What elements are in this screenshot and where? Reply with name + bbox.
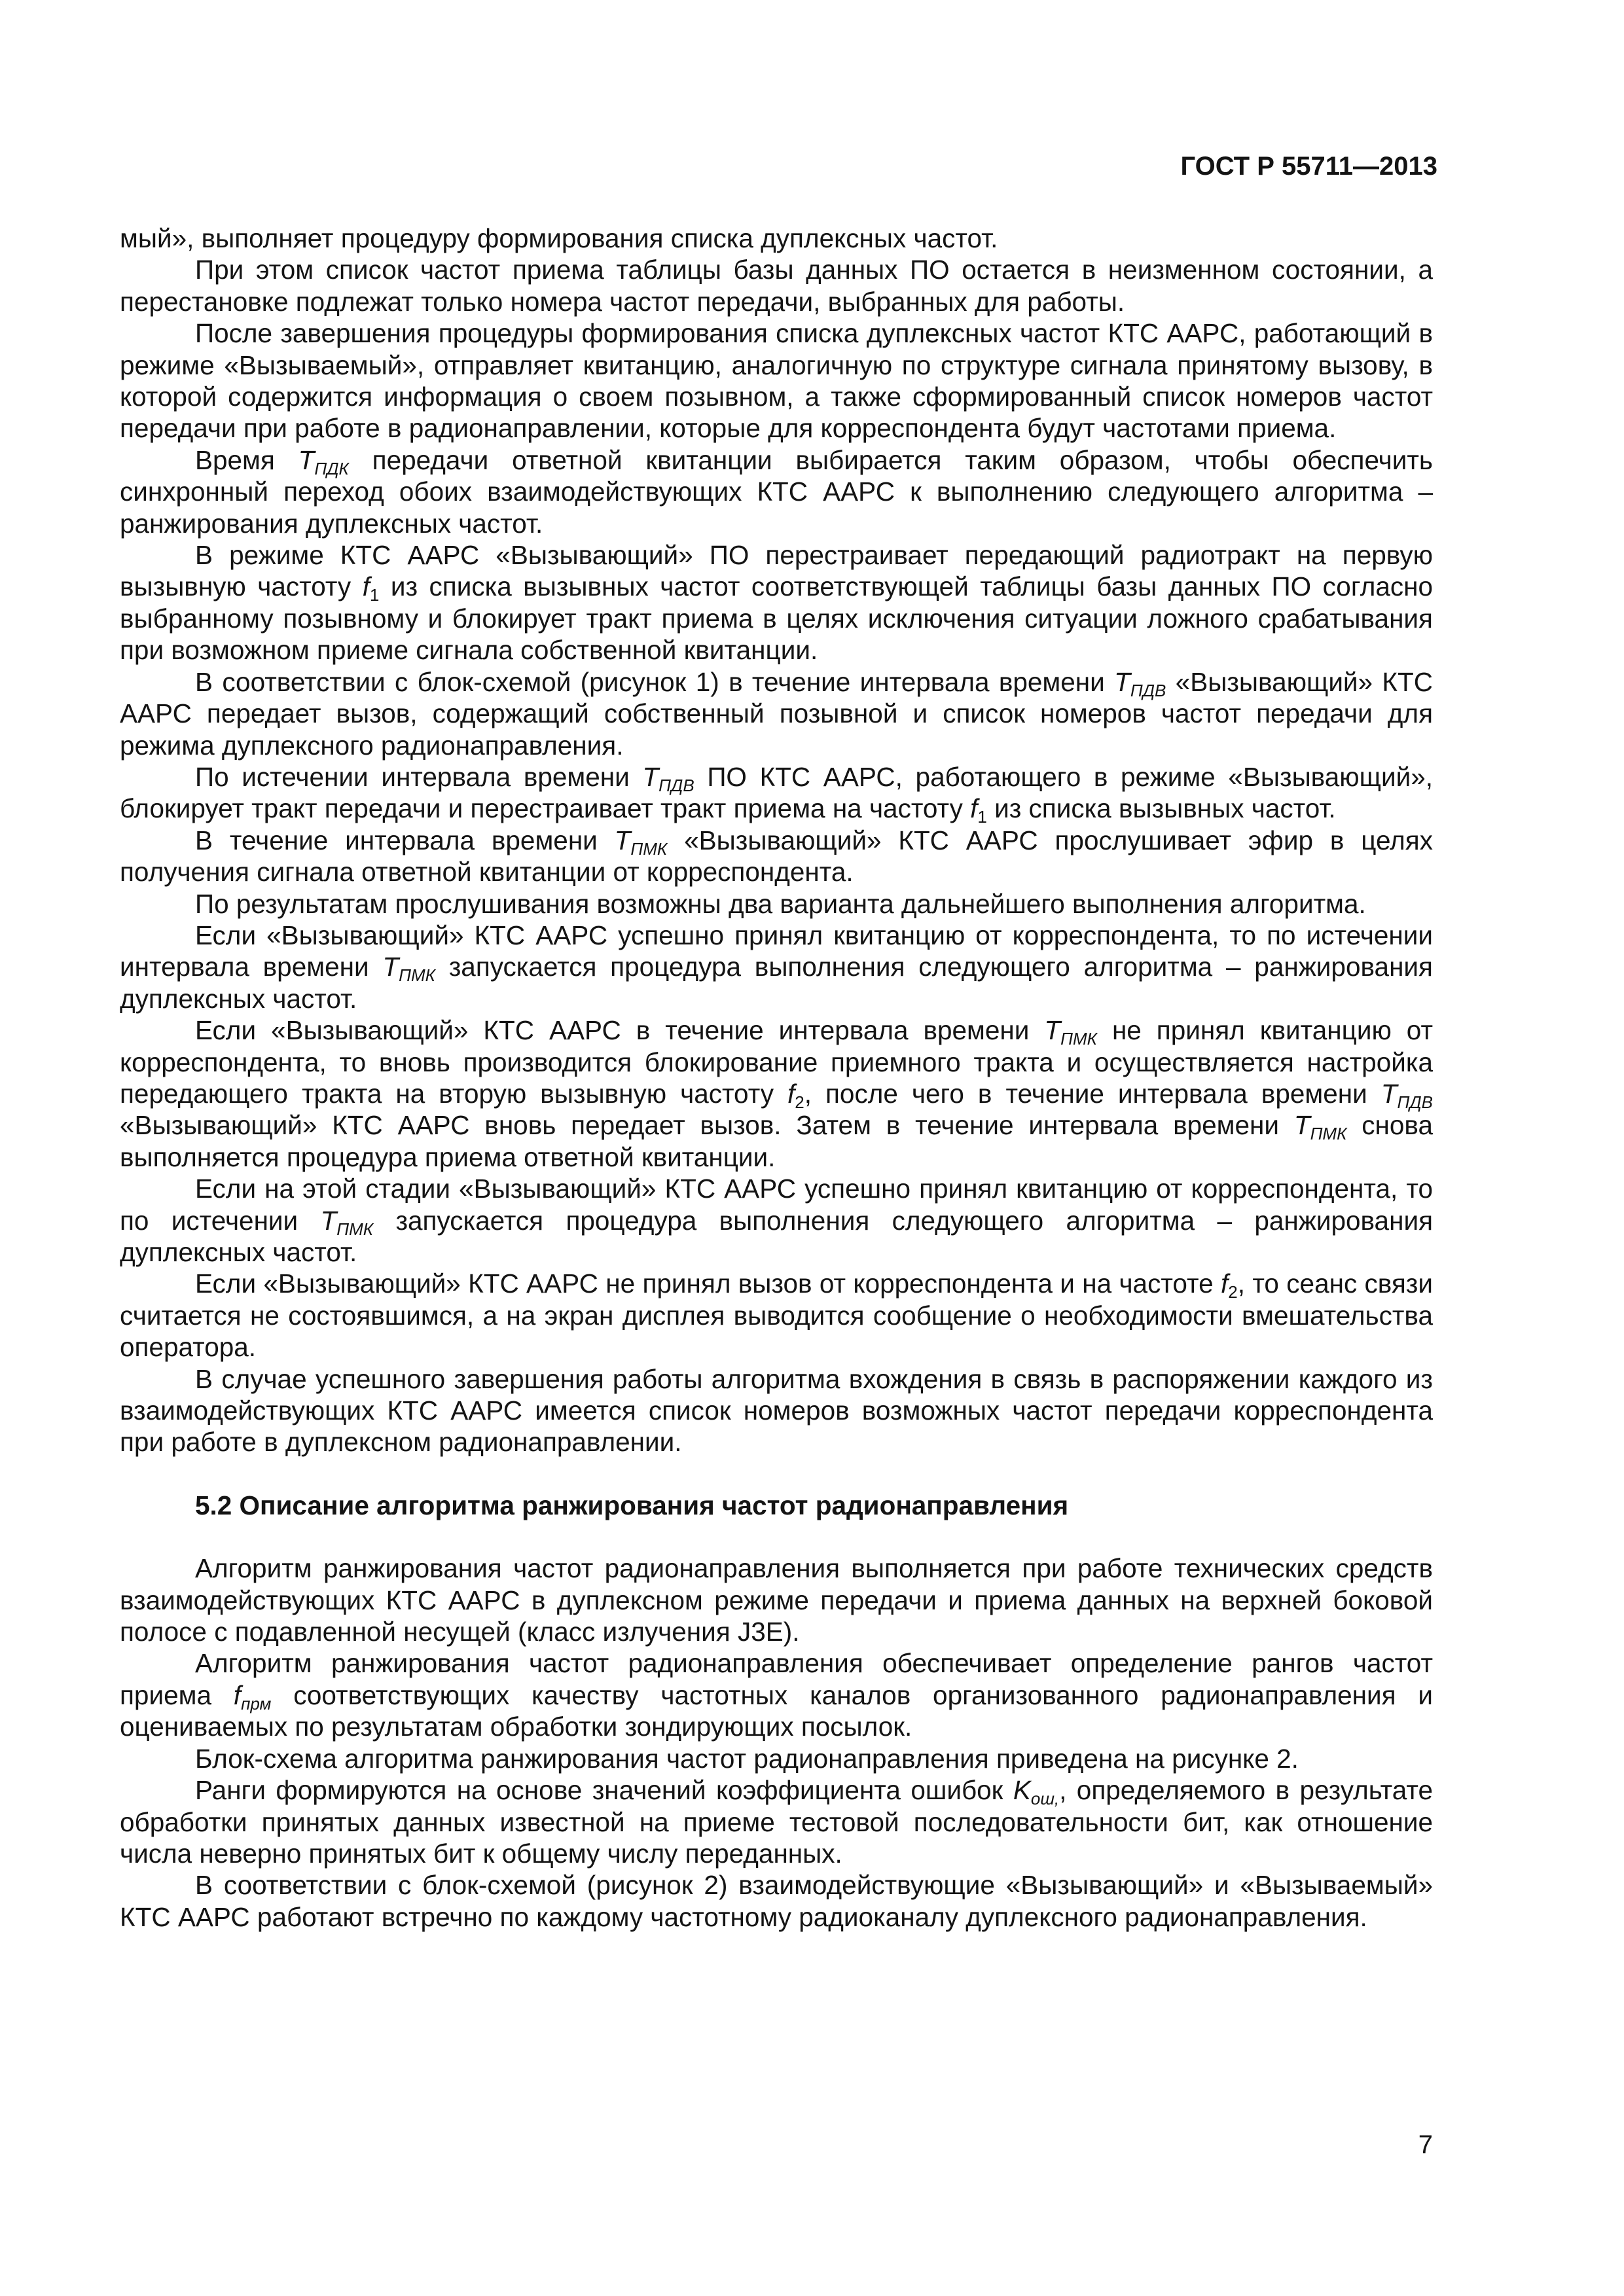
paragraph: По истечении интервала времени $T_{ПДВ}$ ПО КТС ААРС, работающего в режиме «Вызывающий», блокирует тракт передачи и перестраивает тракт приема на частоту $f_1$ из списка вызывных частот.: [120, 761, 1433, 827]
paragraph: Блок-схема алгоритма ранжирования частот радионаправления приведена на рисунке 2.: [195, 1743, 1299, 1774]
paragraph: Алгоритм ранжирования частот радионаправления выполняется при работе технических средств взаимодействующих КТС ААРС в дуплексном режиме передачи и приема данных на верхней боковой полосе с подавленной несущей (класс излучения J3E).: [120, 1553, 1433, 1647]
paragraph: Время $T_{ПДК}$ передачи ответной квитанции выбирается таким образом, чтобы обеспечить синхронный переход обоих взаимодействующих КТС ААРС к выполнению следующего алгоритма – ранжирования дуплексных частот.: [120, 444, 1433, 539]
paragraph: Алгоритм ранжирования частот радионаправления обеспечивает определение рангов частот приема $f_{прм}$ соответствующих качеству частотных каналов организованного радионаправления и оцениваемых по результатам обработки зондирующих посылок.: [120, 1648, 1433, 1742]
paragraph: Если «Вызывающий» КТС ААРС успешно принял квитанцию от корреспондента, то по истечении интервала времени $T_{ПМК}$ запускается процедура выполнения следующего алгоритма – ранжирования дуплексных частот.: [120, 920, 1433, 1014]
body-text: [120, 223, 1433, 1933]
paragraph: В течение интервала времени $T_{ПМК}$ «Вызывающий» КТС ААРС прослушивает эфир в целях получения сигнала ответной квитанции от корреспондента.: [120, 825, 1433, 888]
paragraph: После завершения процедуры формирования списка дуплексных частот КТС ААРС, работающий в режиме «Вызываемый», отправляет квитанцию, аналогичную по структуре сигнала принятому вызову, в которой содержится информация о своем позывном, а также сформированный список номеров частот передачи при работе в радионаправлении, которые для корреспондента будут частотами приема.: [120, 318, 1433, 444]
paragraph: При этом список частот приема таблицы базы данных ПО остается в неизменном состоянии, а перестановке подлежат только номера частот передачи, выбранных для работы.: [120, 255, 1433, 317]
paragraph: В случае успешного завершения работы алгоритма вхождения в связь в распоряжении каждого из взаимодействующих КТС ААРС имеется список номеров возможных частот передачи корреспондента при работе в дуплексном радионаправлении.: [120, 1363, 1433, 1458]
paragraph: мый», выполняет процедуру формирования списка дуплексных частот.: [120, 223, 998, 253]
paragraph: Ранги формируются на основе значений коэффициента ошибок $K_{ош,}$, определяемого в результате обработки принятых данных известной на приеме тестовой последовательности бит, как отношение числа неверно принятых бит к общему числу переданных.: [120, 1775, 1434, 1869]
paragraph: Если «Вызывающий» КТС ААРС в течение интервала времени $T_{ПМК}$ не принял квитанцию от корреспондента, то вновь производится блокирование приемного тракта и осуществляется настройка передающего тракта на вторую вызывную частоту $f_2$, после чего в течение интервала времени $T_{ПДВ}$ «Вызывающий» КТС ААРС вновь передает вызов. Затем в течение интервала времени $T_{ПМК}$ снова выполняется процедура приема ответной квитанции.: [120, 1015, 1434, 1172]
paragraph: В соответствии с блок-схемой (рисунок 2) взаимодействующие «Вызывающий» и «Вызываемый» КТС ААРС работают встречно по каждому частотному радиоканалу дуплексного радионаправления.: [120, 1870, 1433, 1932]
paragraph: Если на этой стадии «Вызывающий» КТС ААРС успешно принял квитанцию от корреспондента, то по истечении $T_{ПМК}$ запускается процедура выполнения следующего алгоритма – ранжирования дуплексных частот.: [120, 1174, 1434, 1267]
section-heading: 5.2 Описание алгоритма ранжирования частот радионаправления: [195, 1490, 1069, 1520]
paragraph: В режиме КТС ААРС «Вызывающий» ПО перестраивает передающий радиотракт на первую вызывную частоту $f_1$ из списка вызывных частот соответствующей таблицы базы данных ПО согласно выбранному позывному и блокирует тракт приема в целях исключения ситуации ложного срабатывания при возможном приеме сигнала собственной квитанции.: [120, 540, 1434, 666]
document-header: ГОСТ Р 55711—2013: [1180, 152, 1437, 181]
paragraph: Если «Вызывающий» КТС ААРС не принял вызов от корреспондента и на частоте $f_2$, то сеанс связи считается не состоявшимся, а на экран дисплея выводится сообщение о необходимости вмешательства оператора.: [120, 1268, 1433, 1363]
paragraph: В соответствии с блок-схемой (рисунок 1) в течение интервала времени $T_{ПДВ}$ «Вызывающий» КТС ААРС передает вызов, содержащий собственный позывной и список номеров частот передачи для режима дуплексного радионаправления.: [120, 666, 1433, 761]
page-number: 7: [1418, 2130, 1433, 2159]
paragraph: По результатам прослушивания возможны два варианта дальнейшего выполнения алгоритма.: [195, 888, 1366, 919]
